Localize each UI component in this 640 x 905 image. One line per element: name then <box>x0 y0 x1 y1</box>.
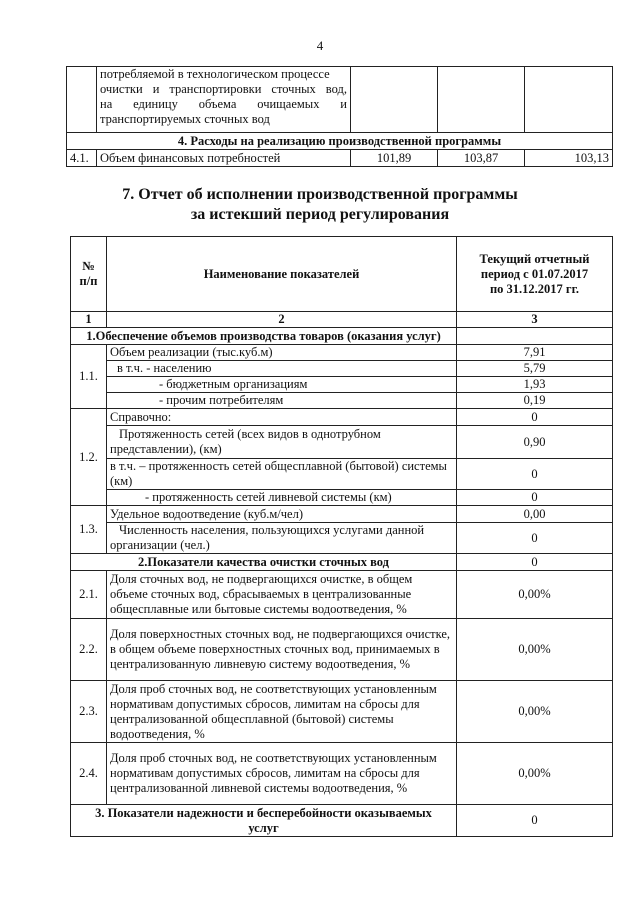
row-number: 2.4. <box>71 743 107 805</box>
column-number: 1 <box>71 312 107 328</box>
table-row <box>71 345 613 361</box>
row-number: 2.2. <box>71 619 107 681</box>
value-cell: 101,89 <box>351 150 438 167</box>
table-row <box>71 426 613 459</box>
row-name: Доля поверхностных сточных вод, не подвергающихся очистке, в общем объеме поверхностных сточных вод, принимаемых в централизованную ливневую систему водоотведения, % <box>107 619 457 681</box>
section-1-header: 1.Обеспечение объемов производства товаров (оказания услуг) <box>71 328 457 345</box>
row-number: 1.1. <box>71 345 107 409</box>
table-row <box>71 681 613 743</box>
table-row <box>71 361 613 377</box>
table-cell <box>67 67 97 133</box>
row-name: Доля сточных вод, не подвергающихся очистке, в общем объеме сточных вод, сбрасываемых в централизованные общесплавные или бытовые системы водоотведения, % <box>107 571 457 619</box>
row-name: - бюджетным организациям <box>107 377 457 393</box>
column-numbers-row <box>71 312 613 328</box>
value-cell: 7,91 <box>457 345 613 361</box>
row-name: - протяженность сетей ливневой системы (км) <box>107 490 457 506</box>
value-cell: 0 <box>457 523 613 554</box>
report-title-line-2: за истекший период регулирования <box>190 206 450 223</box>
table-row <box>71 523 613 554</box>
table-row <box>71 571 613 619</box>
report-title-line-1: 7. Отчет об исполнении производственной программы <box>122 186 518 203</box>
value-cell: 0,90 <box>457 426 613 459</box>
value-cell: 0 <box>457 459 613 490</box>
section-3-header: 3. Показатели надежности и бесперебойности оказываемых услуг <box>71 805 457 837</box>
section-header-row <box>71 554 613 571</box>
value-cell: 0,00% <box>457 743 613 805</box>
row-number: 1.3. <box>71 506 107 554</box>
column-number: 2 <box>107 312 457 328</box>
value-cell: 0 <box>457 805 613 837</box>
header-name: Наименование показателей <box>107 237 457 312</box>
table-cell <box>438 67 525 133</box>
section-header-row <box>67 133 613 150</box>
table-cell <box>351 67 438 133</box>
header-period: Текущий отчетный период с 01.07.2017 по 31.12.2017 гг. <box>457 237 613 312</box>
value-cell: 0 <box>457 554 613 571</box>
value-cell: 0,00% <box>457 619 613 681</box>
column-number: 3 <box>457 312 613 328</box>
report-table <box>70 236 613 837</box>
row-name: Доля проб сточных вод, не соответствующих установленным нормативам допустимых сбросов, лимитам на сбросы для централизованной ливневой системы водоотведения, % <box>107 743 457 805</box>
value-cell: 103,13 <box>525 150 613 167</box>
row-name: - прочим потребителям <box>107 393 457 409</box>
text-line: на единицу объема очищаемых и <box>100 97 347 111</box>
value-cell: 0,00% <box>457 571 613 619</box>
value-cell: 1,93 <box>457 377 613 393</box>
table-cell <box>525 67 613 133</box>
header-row <box>71 237 613 312</box>
header-number: № п/п <box>71 237 107 312</box>
row-name: Удельное водоотведение (куб.м/чел) <box>107 506 457 523</box>
row-number: 4.1. <box>67 150 97 167</box>
value-cell: 0,19 <box>457 393 613 409</box>
value-cell: 103,87 <box>438 150 525 167</box>
table-row <box>71 459 613 490</box>
table-row <box>71 377 613 393</box>
row-number: 1.2. <box>71 409 107 506</box>
value-cell: 0 <box>457 409 613 426</box>
section-4-header: 4. Расходы на реализацию производственной программы <box>67 133 613 150</box>
value-cell: 5,79 <box>457 361 613 377</box>
page-number: 4 <box>316 38 324 53</box>
section-header-row <box>71 805 613 837</box>
table-row <box>67 67 613 133</box>
table-row <box>71 506 613 523</box>
row-name: в т.ч. - населению <box>107 361 457 377</box>
table-row <box>67 150 613 167</box>
continuation-text <box>97 67 351 133</box>
table-row <box>71 393 613 409</box>
section-2-header: 2.Показатели качества очистки сточных вод <box>71 554 457 571</box>
value-cell: 0 <box>457 490 613 506</box>
row-number: 2.3. <box>71 681 107 743</box>
top-table <box>66 66 613 167</box>
row-name: Численность населения, пользующихся услугами данной организации (чел.) <box>107 523 457 554</box>
table-row <box>71 619 613 681</box>
row-name: Протяженность сетей (всех видов в однотрубном представлении), (км) <box>107 426 457 459</box>
section-header-row <box>71 328 613 345</box>
value-cell: 0,00 <box>457 506 613 523</box>
value-cell: 0,00% <box>457 681 613 743</box>
row-name: в т.ч. – протяженность сетей общесплавной (бытовой) системы (км) <box>107 459 457 490</box>
row-name: Справочно: <box>107 409 457 426</box>
table-row <box>71 490 613 506</box>
row-name: Доля проб сточных вод, не соответствующих установленным нормативам допустимых сбросов, лимитам на сбросы для централизованной общесплавной (бытовой) системы водоотведения, % <box>107 681 457 743</box>
table-row <box>71 409 613 426</box>
text-line: потребляемой в технологическом процессе <box>100 67 330 81</box>
table-row <box>71 743 613 805</box>
text-line: очистки и транспортировки сточных вод, <box>100 82 347 96</box>
row-number: 2.1. <box>71 571 107 619</box>
row-name: Объем финансовых потребностей <box>97 150 351 167</box>
row-name: Объем реализации (тыс.куб.м) <box>107 345 457 361</box>
text-line: транспортируемых сточных вод <box>100 112 270 126</box>
table-cell <box>457 328 613 345</box>
